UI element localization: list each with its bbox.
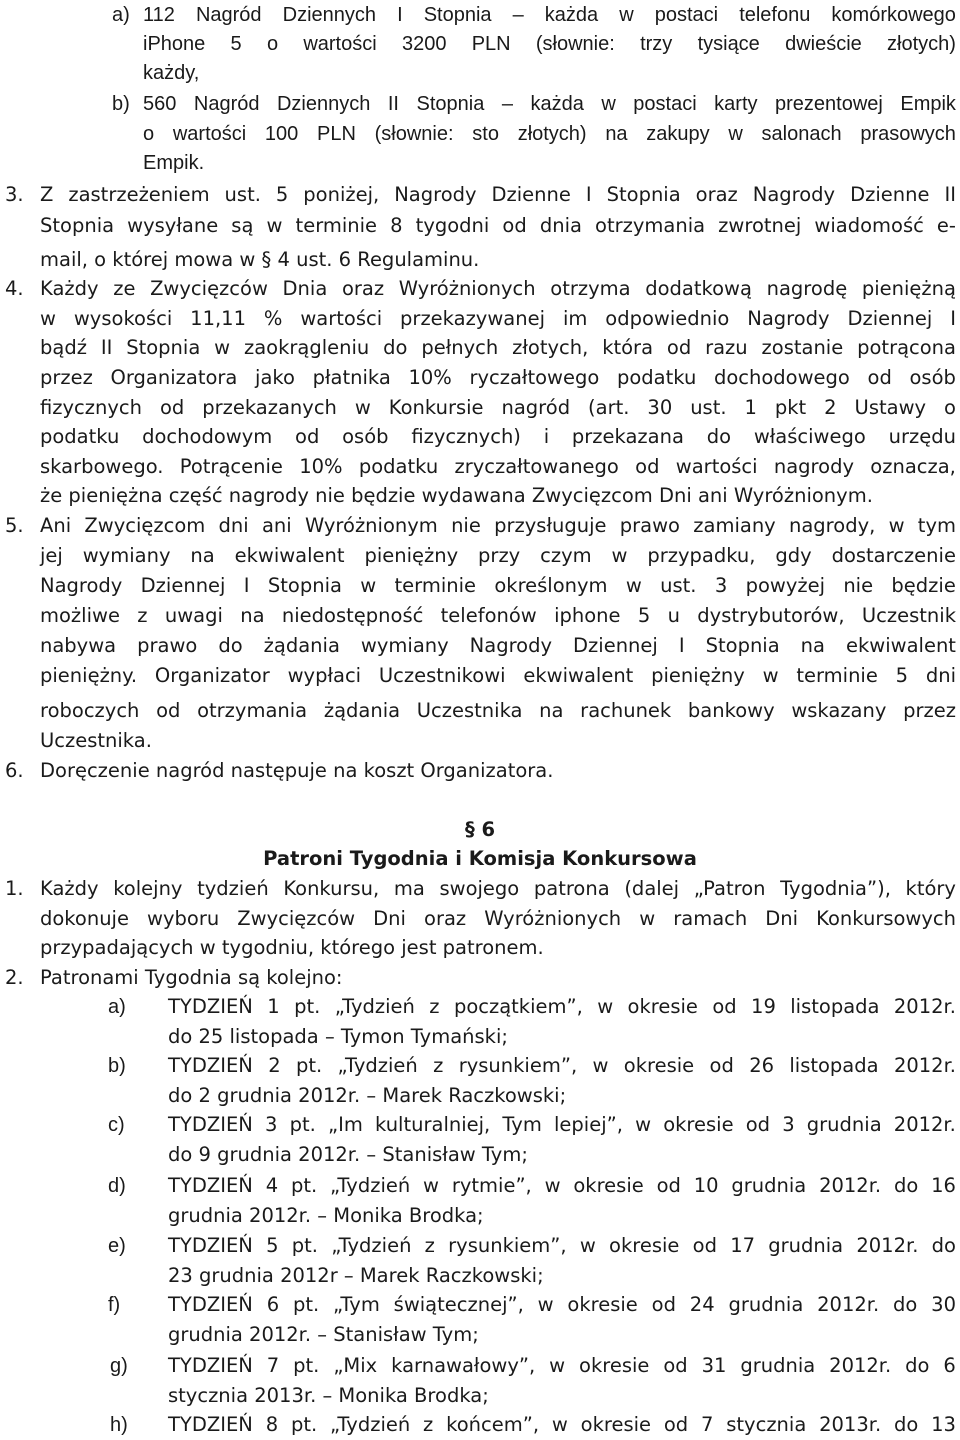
para-5-number: 5. — [5, 514, 24, 537]
section-heading: § 6 — [464, 818, 496, 841]
week-line: grudnia 2012r. – Stanisław Tym; — [168, 1323, 479, 1346]
week-line: TYDZIEŃ 5 pt. „Tydzień z rysunkiem”, w okresie od 17 grudnia 2012r. do — [168, 1234, 956, 1257]
para-6-number: 6. — [5, 759, 24, 782]
para-4-line: w wysokości 11,11 % wartości przekazywanej im odpowiednio Nagrody Dziennej I — [40, 307, 956, 330]
s2-number: 2. — [5, 966, 24, 989]
week-d-marker: d) — [108, 1175, 126, 1197]
para-5-line: Uczestnika. — [40, 729, 152, 752]
para-5-line: Ani Zwycięzcom dni ani Wyróżnionym nie przysługuje prawo zamiany nagrody, w tym — [40, 514, 956, 537]
week-line: TYDZIEŃ 1 pt. „Tydzień z początkiem”, w okresie od 19 listopada 2012r. — [168, 995, 956, 1018]
week-e-marker: e) — [108, 1235, 126, 1257]
week-line: TYDZIEŃ 2 pt. „Tydzień z rysunkiem”, w okresie od 26 listopada 2012r. — [168, 1054, 956, 1077]
s2-line: Patronami Tygodnia są kolejno: — [40, 966, 343, 989]
prev-item-b-line: Empik. — [143, 152, 205, 174]
para-3-line: mail, o której mowa w § 4 ust. 6 Regulaminu. — [40, 248, 480, 271]
para-5-line: nabywa prawo do żądania wymiany Nagrody Dziennej I Stopnia na ekwiwalent — [40, 634, 956, 657]
para-5-line: pieniężny. Organizator wypłaci Uczestnikowi ekwiwalent pieniężny w terminie 5 dni — [40, 664, 956, 687]
week-line: TYDZIEŃ 6 pt. „Tym świątecznej”, w okresie od 24 grudnia 2012r. do 30 — [168, 1293, 956, 1316]
prev-item-b-line: 560 Nagród Dziennych II Stopnia – każda w postaci karty prezentowej Empik — [143, 93, 956, 115]
week-line: TYDZIEŃ 3 pt. „Im kulturalniej, Tym lepiej”, w okresie od 3 grudnia 2012r. — [168, 1113, 956, 1136]
prev-item-a-line: 112 Nagród Dziennych I Stopnia – każda w postaci telefonu komórkowego — [143, 4, 956, 26]
week-line: do 2 grudnia 2012r. – Marek Raczkowski; — [168, 1084, 567, 1107]
week-line: do 25 listopada – Tymon Tymański; — [168, 1025, 508, 1048]
para-5-line: jej wymiany na ekwiwalent pieniężny przy czym w przypadku, gdy dostarczenie — [40, 544, 956, 567]
para-4-line: bądź II Stopnia w zaokrągleniu do pełnych złotych, która od razu zostanie potrącona — [40, 336, 956, 359]
week-a-marker: a) — [108, 996, 126, 1018]
section-title: Patroni Tygodnia i Komisja Konkursowa — [263, 847, 697, 870]
para-3-line: Stopnia wysyłane są w terminie 8 tygodni od dnia otrzymania zwrotnej wiadomość e- — [40, 214, 956, 237]
para-4-line: skarbowego. Potrącenie 10% podatku zryczałtowanego od wartości nagrody oznacza, — [40, 455, 956, 478]
week-h-marker: h) — [110, 1414, 128, 1436]
week-line: 23 grudnia 2012r – Marek Raczkowski; — [168, 1264, 544, 1287]
week-line: stycznia 2013r. – Monika Brodka; — [168, 1384, 489, 1407]
para-4-number: 4. — [5, 277, 24, 300]
para-4-line: przez Organizatora jako płatnika 10% ryczałtowego podatku dochodowego od osób — [40, 366, 956, 389]
week-line: TYDZIEŃ 7 pt. „Mix karnawałowy”, w okresie od 31 grudnia 2012r. do 6 — [168, 1354, 956, 1377]
week-c-marker: c) — [108, 1114, 125, 1136]
para-4-line: Każdy ze Zwycięzców Dnia oraz Wyróżnionych otrzyma dodatkową nagrodę pieniężną — [40, 277, 956, 300]
s1-line: dokonuje wyboru Zwycięzców Dni oraz Wyróżnionych w ramach Dni Konkursowych — [40, 907, 956, 930]
para-6-line: Doręczenie nagród następuje na koszt Organizatora. — [40, 759, 554, 782]
s1-number: 1. — [5, 877, 24, 900]
prev-item-b-line: o wartości 100 PLN (słownie: sto złotych) na zakupy w salonach prasowych — [143, 123, 956, 145]
s1-line: przypadających w tygodniu, którego jest patronem. — [40, 936, 544, 959]
para-5-line: roboczych od otrzymania żądania Uczestnika na rachunek bankowy wskazany przez — [40, 699, 956, 722]
week-g-marker: g) — [110, 1355, 128, 1377]
para-3-number: 3. — [5, 183, 24, 206]
para-3-line: Z zastrzeżeniem ust. 5 poniżej, Nagrody Dzienne I Stopnia oraz Nagrody Dzienne II — [40, 183, 956, 206]
week-line: TYDZIEŃ 8 pt. „Tydzień z końcem”, w okresie od 7 stycznia 2013r. do 13 — [168, 1413, 956, 1436]
week-f-marker: f) — [108, 1294, 121, 1316]
prev-item-a-marker: a) — [112, 4, 130, 26]
week-line: do 9 grudnia 2012r. – Stanisław Tym; — [168, 1143, 528, 1166]
para-4-line: fizycznych od przekazanych w Konkursie nagród (art. 30 ust. 1 pkt 2 Ustawy o — [40, 396, 956, 419]
para-5-line: Nagrody Dziennej I Stopnia w terminie określonym w ust. 3 powyżej nie będzie — [40, 574, 956, 597]
week-line: grudnia 2012r. – Monika Brodka; — [168, 1204, 484, 1227]
para-4-line: podatku dochodowym od osób fizycznych) i przekazana do właściwego urzędu — [40, 425, 956, 448]
para-5-line: możliwe z uwagi na niedostępność telefonów iphone 5 u dystrybutorów, Uczestnik — [40, 604, 956, 627]
week-line: TYDZIEŃ 4 pt. „Tydzień w rytmie”, w okresie od 10 grudnia 2012r. do 16 — [168, 1174, 956, 1197]
para-4-line: że pieniężna część nagrody nie będzie wydawana Zwycięzcom Dni ani Wyróżnionym. — [40, 484, 873, 507]
prev-item-a-line: każdy, — [143, 62, 200, 84]
s1-line: Każdy kolejny tydzień Konkursu, ma swojego patrona (dalej „Patron Tygodnia”), który — [40, 877, 956, 900]
week-b-marker: b) — [108, 1055, 126, 1077]
prev-item-a-line: iPhone 5 o wartości 3200 PLN (słownie: trzy tysiące dwieście złotych) — [143, 33, 956, 55]
prev-item-b-marker: b) — [112, 93, 130, 115]
